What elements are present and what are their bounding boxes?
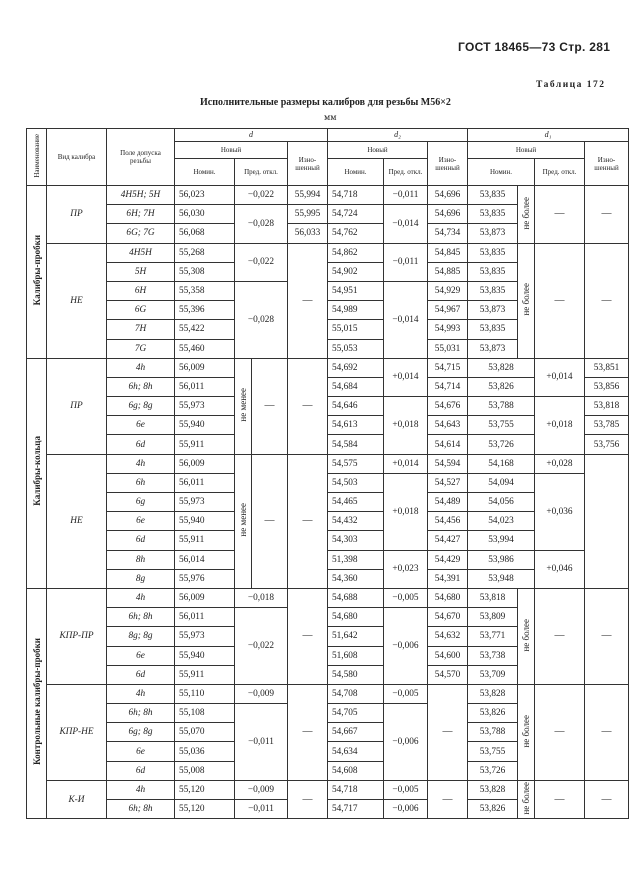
table-cell: 53,755 (468, 742, 518, 761)
table-cell: 54,575 (328, 454, 384, 473)
table-row (27, 186, 629, 205)
table-cell: 54,584 (328, 435, 384, 454)
d1-nom-header: Номин. (468, 159, 535, 186)
unit-label: мм (324, 113, 337, 122)
table-number: Таблица 172 (536, 80, 606, 90)
table-cell: −0,011 (235, 800, 288, 819)
table-cell: 54,734 (428, 224, 468, 243)
table-cell: 53,835 (468, 262, 518, 281)
table-cell: −0,006 (384, 704, 428, 781)
table-cell: 54,718 (328, 186, 384, 205)
standard-header: ГОСТ 18465—73 Стр. 281 (458, 40, 611, 54)
table-cell: 53,788 (468, 397, 535, 416)
table-cell: 8g (107, 569, 175, 588)
table-cell: 55,120 (175, 800, 235, 819)
table-cell: — (288, 243, 328, 358)
table-cell: +0,014 (384, 454, 428, 473)
table-cell: 4h (107, 358, 175, 377)
table-cell: — (535, 243, 585, 358)
table-cell: 51,642 (328, 627, 384, 646)
table-cell: 54,902 (328, 262, 384, 281)
table-cell: 56,033 (288, 224, 328, 243)
table-cell: 53,828 (468, 358, 535, 377)
table-cell: 53,726 (468, 435, 535, 454)
table-cell: 53,835 (468, 243, 518, 262)
table-cell: 55,031 (428, 339, 468, 358)
table-cell: 6h; 8h (107, 608, 175, 627)
table-cell: −0,022 (235, 243, 288, 281)
table-cell: 4H5H (107, 243, 175, 262)
table-cell: 54,613 (328, 416, 384, 435)
table-cell: 55,973 (175, 627, 235, 646)
table-cell: 53,809 (468, 608, 518, 627)
table-cell: 55,268 (175, 243, 235, 262)
table-cell: 7G (107, 339, 175, 358)
table-cell: 54,714 (428, 377, 468, 396)
table-cell: 56,068 (175, 224, 235, 243)
table-cell: 53,835 (468, 281, 518, 300)
table-cell: 55,036 (175, 742, 235, 761)
col-field-header: Поле допуска резьбы (107, 129, 175, 186)
kind-label: НЕ (47, 243, 107, 358)
table-cell: 53,994 (468, 531, 535, 550)
table-cell: 54,427 (428, 531, 468, 550)
table-cell: 53,756 (585, 435, 629, 454)
table-cell: — (428, 684, 468, 780)
table-cell: 54,303 (328, 531, 384, 550)
table-cell: 54,094 (468, 473, 535, 492)
table-cell: 55,911 (175, 435, 235, 454)
table-cell: 56,011 (175, 473, 235, 492)
group-label: Контрольные калибры-пробки (27, 588, 47, 818)
note-not-more: не более (518, 186, 535, 244)
table-row (27, 588, 629, 607)
table-cell: 55,940 (175, 646, 235, 665)
d-dev-header: Пред. откл. (235, 159, 288, 186)
table-cell: 53,851 (585, 358, 629, 377)
kind-label: ПР (47, 186, 107, 244)
table-cell: 54,696 (428, 186, 468, 205)
table-cell: 54,862 (328, 243, 384, 262)
note-not-more: не более (518, 588, 535, 684)
table-cell: 6d (107, 761, 175, 780)
table-cell: 54,680 (328, 608, 384, 627)
table-cell: +0,014 (384, 358, 428, 396)
table-cell: 54,632 (428, 627, 468, 646)
table-cell: 54,680 (428, 588, 468, 607)
table-cell: 51,398 (328, 550, 384, 569)
table-cell: 6g; 8g (107, 723, 175, 742)
table-cell: 6h; 8h (107, 377, 175, 396)
table-cell: — (252, 358, 288, 454)
table-cell: 53,873 (468, 339, 518, 358)
table-cell: +0,018 (535, 397, 585, 455)
table-cell: 6h; 8h (107, 704, 175, 723)
table-cell: 6e (107, 416, 175, 435)
table-cell: — (428, 780, 468, 818)
table-cell: 54,684 (328, 377, 384, 396)
table-cell: 56,009 (175, 588, 235, 607)
table-cell: 54,503 (328, 473, 384, 492)
table-cell: 53,818 (468, 588, 518, 607)
table-cell: 53,856 (585, 377, 629, 396)
table-row (27, 550, 629, 569)
table-cell: 6d (107, 665, 175, 684)
table-cell: 54,670 (428, 608, 468, 627)
table-cell: 56,030 (175, 205, 235, 224)
table-cell: — (288, 780, 328, 818)
table-cell: 54,696 (428, 205, 468, 224)
table-cell: 54,527 (428, 473, 468, 492)
table-title: Исполнительные размеры калибров для резьбы М56×2 (200, 97, 451, 108)
table-cell: — (585, 243, 629, 358)
table-cell: −0,028 (235, 205, 288, 243)
table-cell: −0,014 (384, 281, 428, 358)
d1-new-header: Новый (468, 142, 585, 159)
table-cell: 53,835 (468, 320, 518, 339)
table-cell: 53,873 (468, 224, 518, 243)
table-cell: 4h (107, 684, 175, 703)
kind-label: КПР-НЕ (47, 684, 107, 780)
table-cell: 55,911 (175, 665, 235, 684)
table-cell: −0,018 (235, 588, 288, 607)
table-row (27, 473, 629, 492)
table-cell: 54,456 (428, 512, 468, 531)
table-cell: +0,014 (535, 358, 585, 396)
table-cell: — (535, 684, 585, 780)
d-nom-header: Номин. (175, 159, 235, 186)
note-not-less: не менее (235, 358, 252, 454)
table-row (27, 454, 629, 473)
table-cell: −0,005 (384, 780, 428, 799)
table-cell: 55,973 (175, 397, 235, 416)
table-cell: 53,948 (468, 569, 535, 588)
table-cell: 54,993 (428, 320, 468, 339)
table-cell: 55,308 (175, 262, 235, 281)
table-cell: 56,011 (175, 608, 235, 627)
table-cell: +0,036 (535, 473, 585, 550)
table-cell: −0,011 (384, 186, 428, 205)
table-cell: 6h; 8h (107, 800, 175, 819)
table-row (27, 358, 629, 377)
table-cell: 54,432 (328, 512, 384, 531)
table-cell: 53,986 (468, 550, 535, 569)
table-cell: — (288, 454, 328, 588)
table-cell: 54,692 (328, 358, 384, 377)
table-cell: 56,009 (175, 358, 235, 377)
table-cell: 54,489 (428, 493, 468, 512)
table-cell: 6h (107, 473, 175, 492)
table-row (27, 684, 629, 703)
table-cell: — (535, 186, 585, 244)
table-cell: 5H (107, 262, 175, 281)
table-cell: 53,826 (468, 377, 535, 396)
table-cell: 55,973 (175, 493, 235, 512)
table-cell: 54,951 (328, 281, 384, 300)
table-cell: 6H (107, 281, 175, 300)
table-cell: 54,676 (428, 397, 468, 416)
table-cell: 55,422 (175, 320, 235, 339)
table-cell: 54,717 (328, 800, 384, 819)
table-cell: 7H (107, 320, 175, 339)
table-cell: 53,873 (468, 301, 518, 320)
table-cell: 4H5H; 5H (107, 186, 175, 205)
table-cell: −0,022 (235, 608, 288, 685)
table-cell: 4h (107, 454, 175, 473)
table-cell: 6e (107, 512, 175, 531)
table-cell: 53,755 (468, 416, 535, 435)
table-cell (585, 454, 629, 588)
table-cell: 54,667 (328, 723, 384, 742)
table-cell: −0,011 (235, 704, 288, 781)
table-cell: 53,726 (468, 761, 518, 780)
table-cell: 55,995 (288, 205, 328, 224)
table-cell: 54,715 (428, 358, 468, 377)
table-cell: 54,608 (328, 761, 384, 780)
table-cell: 54,967 (428, 301, 468, 320)
table-cell: +0,023 (384, 550, 428, 588)
table-cell: 8g; 8g (107, 627, 175, 646)
table-cell: −0,028 (235, 281, 288, 358)
table-cell: 55,976 (175, 569, 235, 588)
table-cell: — (585, 780, 629, 818)
table-cell: 56,014 (175, 550, 235, 569)
col-kind-header: Вид калибра (47, 129, 107, 186)
table-cell: 55,015 (328, 320, 384, 339)
table-cell: 6g (107, 493, 175, 512)
kind-label: КПР-ПР (47, 588, 107, 684)
table-cell: 54,705 (328, 704, 384, 723)
table-cell: −0,011 (384, 243, 428, 281)
table-cell: — (535, 780, 585, 818)
table-cell: 53,788 (468, 723, 518, 742)
table-cell: −0,014 (384, 205, 428, 243)
table-cell: 53,828 (468, 684, 518, 703)
table-cell: 55,053 (328, 339, 384, 358)
table-cell: 54,600 (428, 646, 468, 665)
table-cell: 54,724 (328, 205, 384, 224)
table-cell: 53,826 (468, 704, 518, 723)
table-cell: 54,634 (328, 742, 384, 761)
table-cell: 54,023 (468, 512, 535, 531)
table-cell: 55,008 (175, 761, 235, 780)
table-cell: 53,835 (468, 205, 518, 224)
table-row (27, 397, 629, 416)
table-cell: 53,785 (585, 416, 629, 435)
table-cell: — (585, 684, 629, 780)
d2-dev-header: Пред. откл. (384, 159, 428, 186)
table-cell: — (585, 588, 629, 684)
note-not-more: не более (518, 780, 535, 818)
table-cell: 54,360 (328, 569, 384, 588)
table-cell: 53,826 (468, 800, 518, 819)
table-cell: 54,688 (328, 588, 384, 607)
table-cell: 54,570 (428, 665, 468, 684)
d2-new-header: Новый (328, 142, 428, 159)
table-cell: 55,940 (175, 416, 235, 435)
kind-label: ПР (47, 358, 107, 454)
table-cell: +0,018 (384, 397, 428, 455)
table-cell: 6H; 7H (107, 205, 175, 224)
table-cell: 6G; 7G (107, 224, 175, 243)
table-cell: 53,738 (468, 646, 518, 665)
table-cell: 6d (107, 531, 175, 550)
table-cell: 56,023 (175, 186, 235, 205)
table-cell: 6d (107, 435, 175, 454)
table-cell: 51,608 (328, 646, 384, 665)
table-cell: +0,028 (535, 454, 585, 473)
table-cell: 55,460 (175, 339, 235, 358)
d1-worn-header: Изно- шенный (585, 142, 629, 186)
col-d1-header: d₁ (468, 129, 629, 142)
table-cell: −0,005 (384, 684, 428, 703)
kind-label: НЕ (47, 454, 107, 588)
table-cell: 53,771 (468, 627, 518, 646)
table-cell: +0,018 (384, 473, 428, 550)
table-cell: 54,614 (428, 435, 468, 454)
table-cell: 54,168 (468, 454, 535, 473)
col-name-header: Наименование (27, 129, 47, 186)
table-cell: 53,818 (585, 397, 629, 416)
table-cell: 54,580 (328, 665, 384, 684)
table-cell: 54,391 (428, 569, 468, 588)
table-cell: 6G (107, 301, 175, 320)
table-cell: — (288, 358, 328, 454)
table-cell: — (288, 684, 328, 780)
table-cell: 54,594 (428, 454, 468, 473)
table-cell: 55,911 (175, 531, 235, 550)
table-cell: 54,056 (468, 493, 535, 512)
col-d-header: d (175, 129, 328, 142)
table-cell: −0,005 (384, 588, 428, 607)
table-cell: 54,989 (328, 301, 384, 320)
table-cell: 54,929 (428, 281, 468, 300)
table-cell: 55,994 (288, 186, 328, 205)
table-cell: 6g; 8g (107, 397, 175, 416)
table-cell: 55,110 (175, 684, 235, 703)
table-cell: 54,646 (328, 397, 384, 416)
note-not-more: не более (518, 684, 535, 780)
table-cell: 54,845 (428, 243, 468, 262)
table-cell: −0,009 (235, 684, 288, 703)
kind-label: К-И (47, 780, 107, 818)
d-new-header: Новый (175, 142, 288, 159)
d2-worn-header: Изно- шенный (428, 142, 468, 186)
table-cell: 54,885 (428, 262, 468, 281)
table-cell: 54,718 (328, 780, 384, 799)
table-cell: 54,708 (328, 684, 384, 703)
d-worn-header: Изно- шенный (288, 142, 328, 186)
table-row (27, 780, 629, 799)
table-cell: 55,940 (175, 512, 235, 531)
table-cell: 55,070 (175, 723, 235, 742)
table-cell: +0,046 (535, 550, 585, 588)
group-label: Калибры-кольца (27, 358, 47, 588)
table-cell: 6e (107, 742, 175, 761)
table-cell: 53,709 (468, 665, 518, 684)
table-cell: 56,011 (175, 377, 235, 396)
table-cell: 4h (107, 588, 175, 607)
table-cell: — (585, 186, 629, 244)
table-row (27, 243, 629, 262)
table-cell: −0,006 (384, 608, 428, 685)
gauge-dimensions-table (26, 128, 629, 819)
table-cell: 55,108 (175, 704, 235, 723)
table-cell: — (535, 588, 585, 684)
table-cell: −0,022 (235, 186, 288, 205)
table-cell: −0,006 (384, 800, 428, 819)
note-not-less: не менее (235, 454, 252, 588)
table-cell: 54,643 (428, 416, 468, 435)
table-cell: 8h (107, 550, 175, 569)
table-cell: — (252, 454, 288, 588)
note-not-more: не более (518, 243, 535, 358)
table-cell: 55,358 (175, 281, 235, 300)
table-cell: 6e (107, 646, 175, 665)
table-cell: −0,009 (235, 780, 288, 799)
table-cell: 54,762 (328, 224, 384, 243)
table-cell: 55,120 (175, 780, 235, 799)
table-cell: — (288, 588, 328, 684)
d1-dev-header: Пред. откл. (535, 159, 585, 186)
group-label: Калибры-пробки (27, 186, 47, 359)
table-cell: 55,396 (175, 301, 235, 320)
table-cell: 54,429 (428, 550, 468, 569)
table-cell: 56,009 (175, 454, 235, 473)
table-cell: 54,465 (328, 493, 384, 512)
table-cell: 53,828 (468, 780, 518, 799)
table-cell: 4h (107, 780, 175, 799)
d2-nom-header: Номин. (328, 159, 384, 186)
col-d2-header: d₂ (328, 129, 468, 142)
table-cell: 53,835 (468, 186, 518, 205)
